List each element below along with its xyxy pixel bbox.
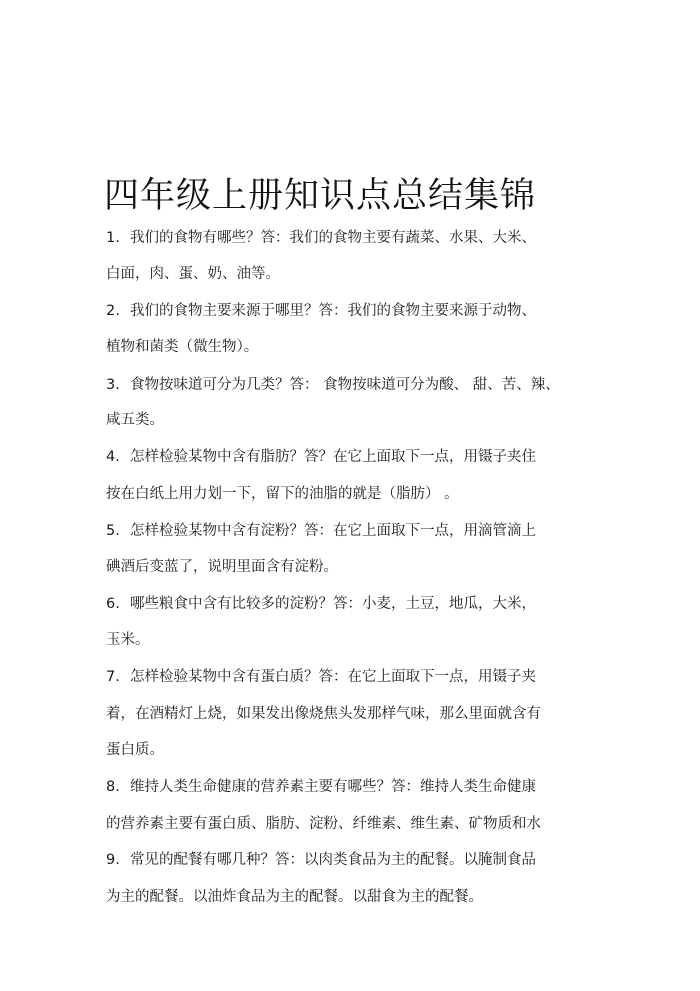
item-1-line-2: 白面，肉、蛋、奶、油等。	[106, 266, 280, 282]
item-6-line-2: 玉米。	[106, 632, 150, 648]
item-7-line-1: 7. 怎样检验某物中含有蛋白质？答：在它上面取下一点，用镊子夹	[106, 669, 536, 685]
item-9-line-1: 9. 常见的配餐有哪几种？答：以肉类食品为主的配餐。以腌制食品	[106, 852, 536, 868]
item-number: 6.	[106, 596, 120, 612]
item-4-line-2: 按在白纸上用力划一下，留下的油脂的就是（脂肪） 。	[106, 486, 459, 502]
item-1-line-1: 1. 我们的食物有哪些？答：我们的食物主要有蔬菜、水果、大米、	[106, 230, 536, 246]
item-8-line-1: 8. 维持人类生命健康的营养素主要有哪些？答：维持人类生命健康	[106, 779, 536, 795]
item-number: 9.	[106, 852, 120, 868]
item-6-line-1: 6. 哪些粮食中含有比较多的淀粉？答：小麦，土豆，地瓜，大米，	[106, 596, 536, 612]
item-number: 4.	[106, 449, 120, 465]
item-3-line-2: 咸五类。	[106, 412, 164, 428]
item-number: 1.	[106, 230, 120, 246]
item-number: 3.	[106, 377, 120, 393]
item-8-line-2: 的营养素主要有蛋白质、脂肪、淀粉、纤维素、维生素、矿物质和水	[106, 816, 541, 832]
item-5-line-2: 碘酒后变蓝了，说明里面含有淀粉。	[106, 559, 338, 575]
item-number: 7.	[106, 669, 120, 685]
item-2-line-2: 植物和菌类（微生物）。	[106, 339, 259, 355]
item-7-line-3: 蛋白质。	[106, 742, 164, 758]
item-3-line-1: 3. 食物按味道可分为几类？答： 食物按味道可分为酸、 甜、苦、辣、	[106, 377, 560, 393]
item-2-line-1: 2. 我们的食物主要来源于哪里？答：我们的食物主要来源于动物、	[106, 303, 536, 319]
page-title: 四年级上册知识点总结集锦	[104, 176, 537, 216]
item-4-line-1: 4. 怎样检验某物中含有脂肪？答？在它上面取下一点，用镊子夹住	[106, 449, 536, 465]
item-number: 5.	[106, 523, 120, 539]
item-number: 8.	[106, 779, 120, 795]
item-number: 2.	[106, 303, 120, 319]
item-5-line-1: 5. 怎样检验某物中含有淀粉？答：在它上面取下一点，用滴管滴上	[106, 523, 536, 539]
item-9-line-2: 为主的配餐。以油炸食品为主的配餐。以甜食为主的配餐。	[106, 889, 483, 905]
item-7-line-2: 着，在酒精灯上烧，如果发出像烧焦头发那样气味，那么里面就含有	[106, 706, 541, 722]
